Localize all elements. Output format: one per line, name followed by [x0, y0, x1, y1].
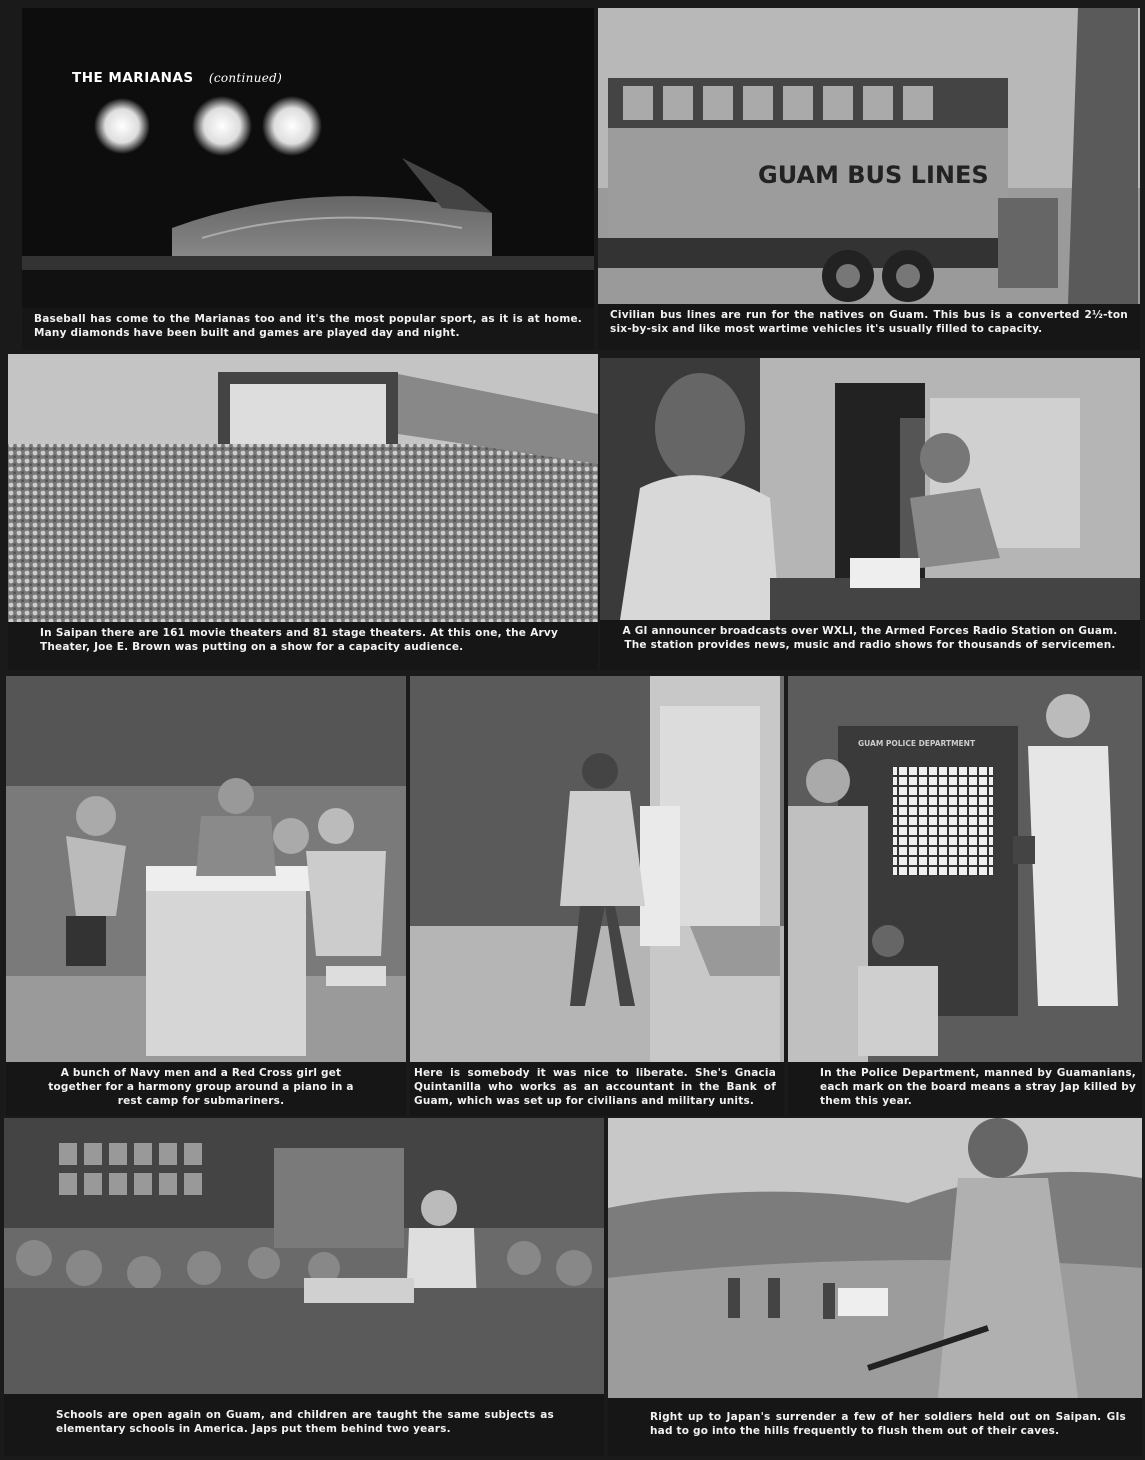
photo-radio-announcer: [600, 358, 1140, 620]
caption-baseball: Baseball has come to the Marianas too and it's the most popular sport, as it is at home. Many diamonds have been built and games are played day and night.: [22, 308, 594, 350]
panel-baseball: [22, 8, 594, 350]
photo-guam-bus: [598, 8, 1140, 304]
panel-radio: [600, 358, 1140, 670]
panel-soldiers: [608, 1118, 1142, 1456]
panel-bus: [598, 8, 1140, 350]
caption-schools: Schools are open again on Guam, and children are taught the same subjects as elementary schools in America. Japs put them behind two years.: [4, 1394, 604, 1456]
caption-bus: Civilian bus lines are run for the natives on Guam. This bus is a converted 2½-ton six-by-six and like most wartime vehicles it's usually filled to capacity.: [598, 304, 1140, 350]
panel-liberate: [410, 676, 784, 1116]
photo-police-board: [788, 676, 1142, 1062]
caption-radio: A GI announcer broadcasts over WXLI, the Armed Forces Radio Station on Guam. The station provides news, music and radio shows for thousands of servicemen.: [600, 620, 1140, 670]
photo-theater-crowd: [8, 354, 598, 622]
photo-gnacia-quintanilla: [410, 676, 784, 1062]
panel-piano: [6, 676, 406, 1116]
caption-piano: A bunch of Navy men and a Red Cross girl get together for a harmony group around a piano in a rest camp for submariners.: [6, 1062, 406, 1116]
panel-theater: [8, 354, 598, 670]
page-header: [72, 70, 282, 86]
caption-liberate: Here is somebody it was nice to liberate. She's Gnacia Quintanilla who works as an accountant in the Bank of Guam, which was set up for civilians and military units.: [410, 1062, 784, 1116]
caption-theater: In Saipan there are 161 movie theaters and 81 stage theaters. At this one, the Arvy Theater, Joe E. Brown was putting on a show for a capacity audience.: [8, 622, 598, 670]
panel-schools: [4, 1118, 604, 1456]
photo-school-classroom: [4, 1118, 604, 1394]
page-title: THE MARIANAS: [72, 70, 194, 86]
bus-sign: GUAM BUS LINES: [758, 161, 989, 189]
caption-police: In the Police Department, manned by Guamanians, each mark on the board means a stray Jap killed by them this year.: [788, 1062, 1142, 1116]
caption-soldiers: Right up to Japan's surrender a few of her soldiers held out on Saipan. GIs had to go into the hills frequently to flush them out of their caves.: [608, 1398, 1142, 1456]
panel-police: [788, 676, 1142, 1116]
photo-baseball-night: [22, 8, 594, 308]
photo-piano-group: [6, 676, 406, 1062]
continued-label: (continued): [208, 71, 283, 85]
police-board-sign: GUAM POLICE DEPARTMENT: [858, 739, 976, 748]
photo-soldiers-hills: [608, 1118, 1142, 1398]
